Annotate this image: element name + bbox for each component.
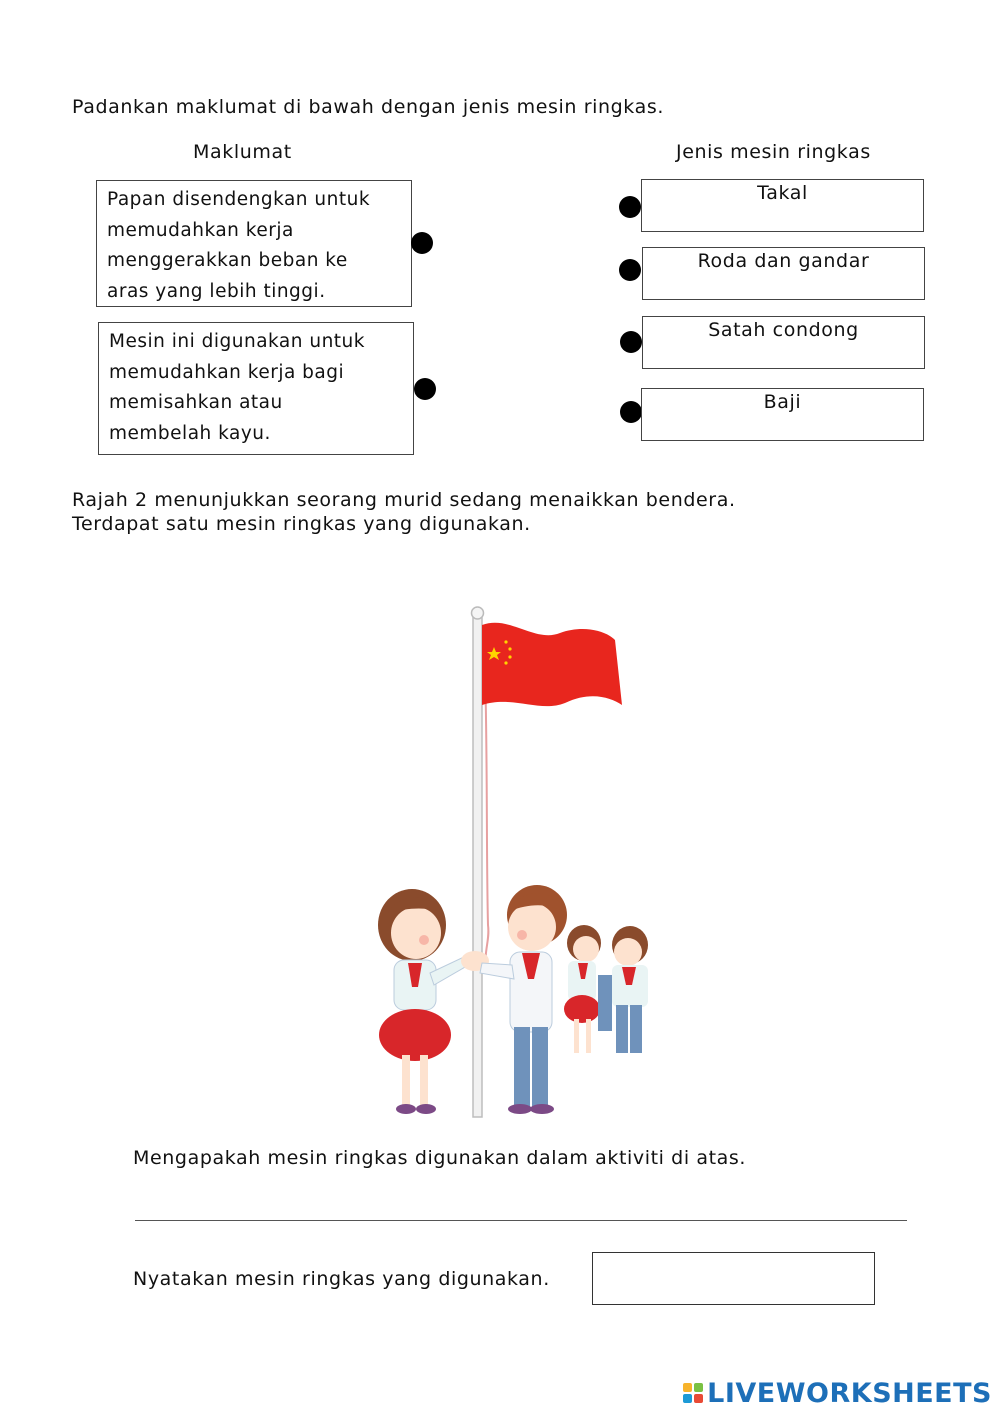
machine-label: Roda dan gandar: [697, 250, 870, 272]
match-dot-right-1[interactable]: [619, 196, 641, 218]
girl-figure: [378, 889, 472, 1114]
machine-label: Takal: [757, 182, 808, 204]
match-dot-right-4[interactable]: [620, 401, 642, 423]
match-dot-left-2[interactable]: [414, 378, 436, 400]
logo-grid-icon: [683, 1383, 703, 1403]
answer-2-input[interactable]: [592, 1252, 875, 1305]
answer-line: [135, 1220, 907, 1221]
flagpole: [473, 617, 482, 1117]
flag-raising-illustration: [360, 595, 660, 1130]
boy-figure: [480, 885, 567, 1114]
machine-box-takal: [641, 179, 924, 232]
machine-box-satah-condong: [642, 316, 925, 369]
saluting-children: [564, 925, 648, 1053]
machine-box-roda-dan-gandar: [642, 247, 925, 300]
machine-types-header: Jenis mesin ringkas: [676, 141, 871, 163]
info-box-slope: [96, 180, 412, 307]
info-box-text: Papan disendengkan untuk memudahkan kerja menggerakkan beban ke aras yang lebih tinggi.: [107, 189, 371, 302]
liveworksheets-logo: [683, 1378, 992, 1408]
scenario-line-2: Terdapat satu mesin ringkas yang digunakan.: [72, 513, 531, 535]
match-dot-right-2[interactable]: [619, 259, 641, 281]
scenario-line-1: Rajah 2 menunjukkan seorang murid sedang menaikkan bendera.: [72, 489, 736, 511]
match-dot-right-3[interactable]: [620, 331, 642, 353]
instruction-text: Padankan maklumat di bawah dengan jenis mesin ringkas.: [72, 96, 664, 118]
flagpole-top: [472, 607, 484, 619]
brand-text: LIVEWORKSHEETS: [707, 1377, 992, 1409]
info-box-wedge: [98, 322, 414, 455]
machine-label: Baji: [763, 391, 802, 413]
question-1-text: Mengapakah mesin ringkas digunakan dalam aktiviti di atas.: [133, 1147, 747, 1169]
match-dot-left-1[interactable]: [411, 232, 433, 254]
info-box-text: Mesin ini digunakan untuk memudahkan kerja bagi memisahkan atau membelah kayu.: [109, 331, 365, 444]
machine-box-baji: [641, 388, 924, 441]
red-flag: [482, 623, 622, 706]
maklumat-header: Maklumat: [193, 141, 292, 163]
question-2-text: Nyatakan mesin ringkas yang digunakan.: [133, 1268, 550, 1290]
machine-label: Satah condong: [708, 319, 859, 341]
answer-1-input[interactable]: [135, 1190, 907, 1218]
